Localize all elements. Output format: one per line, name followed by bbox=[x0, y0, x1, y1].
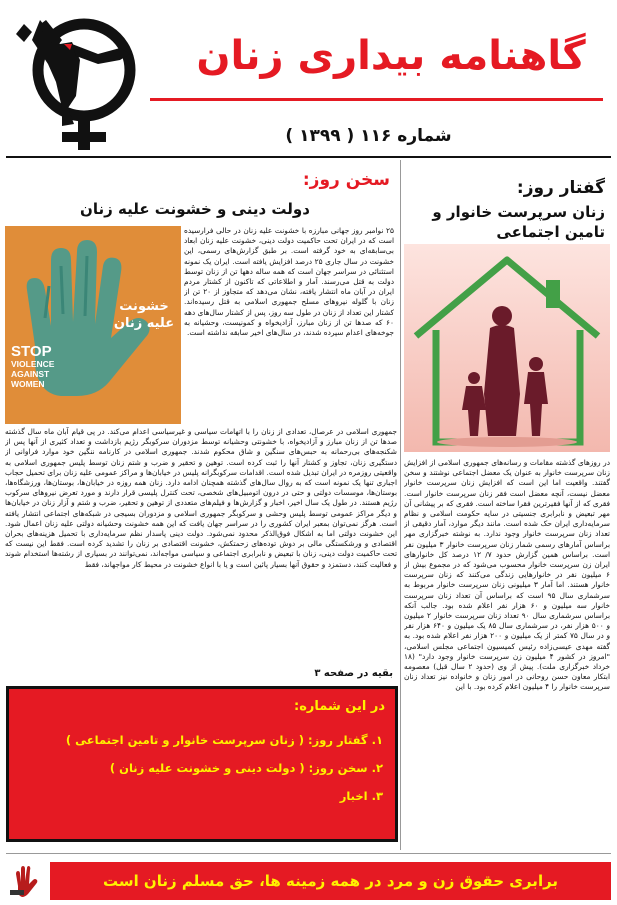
stop-violence-badge bbox=[8, 864, 42, 900]
footer-divider bbox=[6, 853, 611, 854]
toc-title: در این شماره: bbox=[294, 699, 385, 714]
left-section-heading: سخن روز: bbox=[302, 170, 390, 190]
right-article-body: در روزهای گذشته مقامات و رسانه‌های جمهوری اسلامی از افزایش زنان سرپرست خانوار به عنوان یک معضل اجتماعی نوشتند و سخن گفتند. واقعیت اما این است که افزایش زنان سرپرست خانوار معضل نیست، آنچه معضل است فقر زنان سرپرست خانوار است. فقری که از آنها فقیرترین فقرا ساخته است. فقری که بر پیشانی آن مهر تبعیض و نابرابری جنسیتی در سایه حکومت اسلامی و نظام سرمایه‌داری ایران حک شده است. مانند دیگر موارد، آمار دقیقی از تعداد زنان سرپرست خانوار وجود ندارد. به نوشته خبرگزاری مهر براساس آمارهای رسمی شمار زنان سرپرست خانوار ۳ میلیون نفر است. براساس همین گزارش حدود ۷/ ۱۲ درصد کل خانوارهای ایران زن سرپرست خانوار محسوب می‌شود که در مجموع بیش از ۶ میلیون نفر در خانوارهایی زندگی می‌کنند که زنان سرپرست خانوار هستند. اما آمار ۳ میلیونی زنان سرپرست خانوار مربوط به سرشماری سال ۹۵ است که براساس آن تعداد زنان سرپرست خانوار سه میلیون و ۶۰ هزار نفر اعلام شده بود. جالب آنکه براساس سرشماری سال ۹۰ تعداد زنان سرپرست خانوار ۲ میلیون و ۵۰۰ هزار نفر، در سرشماری سال ۸۵ یک میلیون و ۶۴۰ هزار نفر و در سال ۷۵ کمتر از یک میلیون و ۲۰۰ هزار نفر اعلام شده بود. به گفته مهدی عیسی‌زاده رئیس کمیسیون اجتماعی مجلس اسلامی، "امروز در کشور ۴ میلیون زن سرپرست خانوار وجود دارد" (۱۸ خرداد خبرگزاری ملت). پیش از وی (حدود ۲ سال قبل) معصومه ابتکار معاون حسن روحانی در امور زنان و خانواده نیز تعداد زنان سرپرست خانوار را ۴ میلیون اعلام کرده بود. با این bbox=[404, 458, 610, 692]
left-article-intro: ۲۵ نوامبر روز جهانی مبارزه با خشونت علیه زنان در حالی فرارسیده است که در ایران تحت حاکمیت دولت دینی، خشونت علیه زنان ابعاد بی‌سابقه‌ای به خود گرفته است. بر طبق گزارش‌های رسمی، این خشونت در سال جاری ۲۵ درصد افزایش یافته است. ایران یک نمونه استثنائی در سراسر جهان است که همه ساله دهها تن از زنان توسط دولت به قتل می‌رسند. آمار و اطلاعاتی که تاکنون از کشتار مردم ایران در آبان ماه انتشار یافته، نشان می‌دهد که متجاوز از ۲۰ تن از زنان با گلوله نیروهای مسلح جمهوری اسلامی به قتل رسیده‌اند. کشتار این تعداد از زنان در طول سه روز، پس از کشتار سال‌های دهه ۶۰ که صدها تن از زنان مبارز، آزادیخواه و کمونیست، وحشیانه به جوخه‌های اعدام سپرده شدند، در سال‌های اخیر سابقه نداشته است. bbox=[184, 226, 394, 338]
header-divider bbox=[6, 156, 611, 158]
issue-number: شماره ۱۱۶ ( ۱۳۹۹ ) bbox=[285, 126, 452, 146]
violence-text: VIOLENCE bbox=[11, 359, 55, 369]
against-text: AGAINST bbox=[11, 369, 50, 379]
image-caption-1: خشونت bbox=[119, 299, 169, 314]
toc-item[interactable]: ۳. اخبار bbox=[339, 789, 383, 803]
women-text: WOMEN bbox=[11, 379, 45, 389]
stop-text: STOP bbox=[11, 343, 52, 360]
family-house-image bbox=[404, 244, 610, 452]
image-caption-2: علیه زنان bbox=[113, 316, 175, 331]
left-article-body: جمهوری اسلامی در عرصال، تعدادی از زنان را با اتهامات سیاسی و غیرسیاسی اعدام می‌کند. در پی قیام آبان ماه سال گذشته صدها تن از زنان مبارز و آزادیخواه، با خشونتی وحشیانه توسط مزدوران سرکوبگر رژیم بازداشت و تعداد کثیری از آنها پس از شکنجه‌های بی‌رحمانه به حبس‌های سنگین و شاق محکوم شدند. جمهوری اسلامی در کارنامه ننگین خود موارد فراوانی از دستگیری زنان، تجاوز و کشتار آنها را ثبت کرده است. توهین و تحقیر و ضرب و شتم زنان توسط پلیس جمهوری اسلامی به واقعیتی روزمره در ایران تبدیل شده است. اقدامات سرکوبگرانه پلیس در خیابان‌ها و مراکز عمومی علیه زنان برای تحمیل حجاب اجباری تنها یک نمونه است که به روال سال‌های گذشته همچنان ادامه دارد. زنان همه روزه در خیابان‌ها، بوستان‌ها، ورزشگاه‌ها، بوستان‌ها، موسسات دولتی و حتی در درون اتومبیل‌های شخصی، تحت کنترل پلیسی قرار دارند و مورد تعرض نیروهای سرکوب رژیم هستند. در طول یک سال اخیر، اخبار و گزارش‌ها و فیلم‌های متعددی از توهین و تحقیر، ضرب و شتم و آزار زنان در خیابان‌ها و دیگر مراکز عمومی توسط پلیس وحشی و سرکوبگر جمهوری اسلامی و مزدوران بسیجی در شبکه‌های اجتماعی انتشار یافته است. هرگز نمی‌توان بمعبر ایران کشوری را در سراسر جهان یافت که این همه خشونت وحشیانه دولتی علیه زنان اعمال شود. این خشونت دولتی اما به اشکال فوق‌الذکر محدود نمی‌شود. دولت دینی پاسدار نظم سرمایه‌داری با تحمیل هزینه‌های بحران اقتصادی و ورشکستگی مالی بر دوش توده‌های زحمتکش، خشونت اقتصادی بر زنان را تشدید کرده است. فقط این نیست که تحت حاکمیت دولت دینی، زنان با تبعیض و نابرابری اجتماعی و سیاسی مواجه‌اند، نمی‌توانند در بسیاری از رشته‌ها استخدام شوند و فعالیت کنند، دستمزد و حقوق آنها بسیار پائین است و یا با انواع خشونت در محیط کار مواجهاند، فقط bbox=[5, 427, 397, 569]
toc-item[interactable]: ۲. سخن روز: ( دولت دینی و خشونت علیه زنان ) bbox=[109, 761, 383, 775]
footer-banner: برابری حقوق زن و مرد در همه زمینه ها، حق مسلم زنان است bbox=[50, 862, 611, 900]
right-section-heading: گفتار روز: bbox=[516, 178, 605, 198]
masthead-logo bbox=[2, 4, 142, 154]
column-divider bbox=[400, 160, 401, 850]
masthead-title: گاهنامه بیداری زنان bbox=[196, 33, 586, 79]
left-article-title: دولت دینی و خشونت علیه زنان bbox=[80, 200, 310, 218]
title-rule bbox=[150, 98, 603, 101]
table-of-contents bbox=[6, 686, 398, 842]
toc-item[interactable]: ۱. گفتار روز: ( زنان سرپرست خانوار و تامین اجتماعی ) bbox=[65, 733, 383, 747]
right-article-title: زنان سرپرست خانوار و تامین اجتماعی bbox=[432, 203, 605, 241]
continued-note: بقیه در صفحه ۳ bbox=[314, 668, 393, 679]
stop-violence-image bbox=[5, 226, 181, 424]
